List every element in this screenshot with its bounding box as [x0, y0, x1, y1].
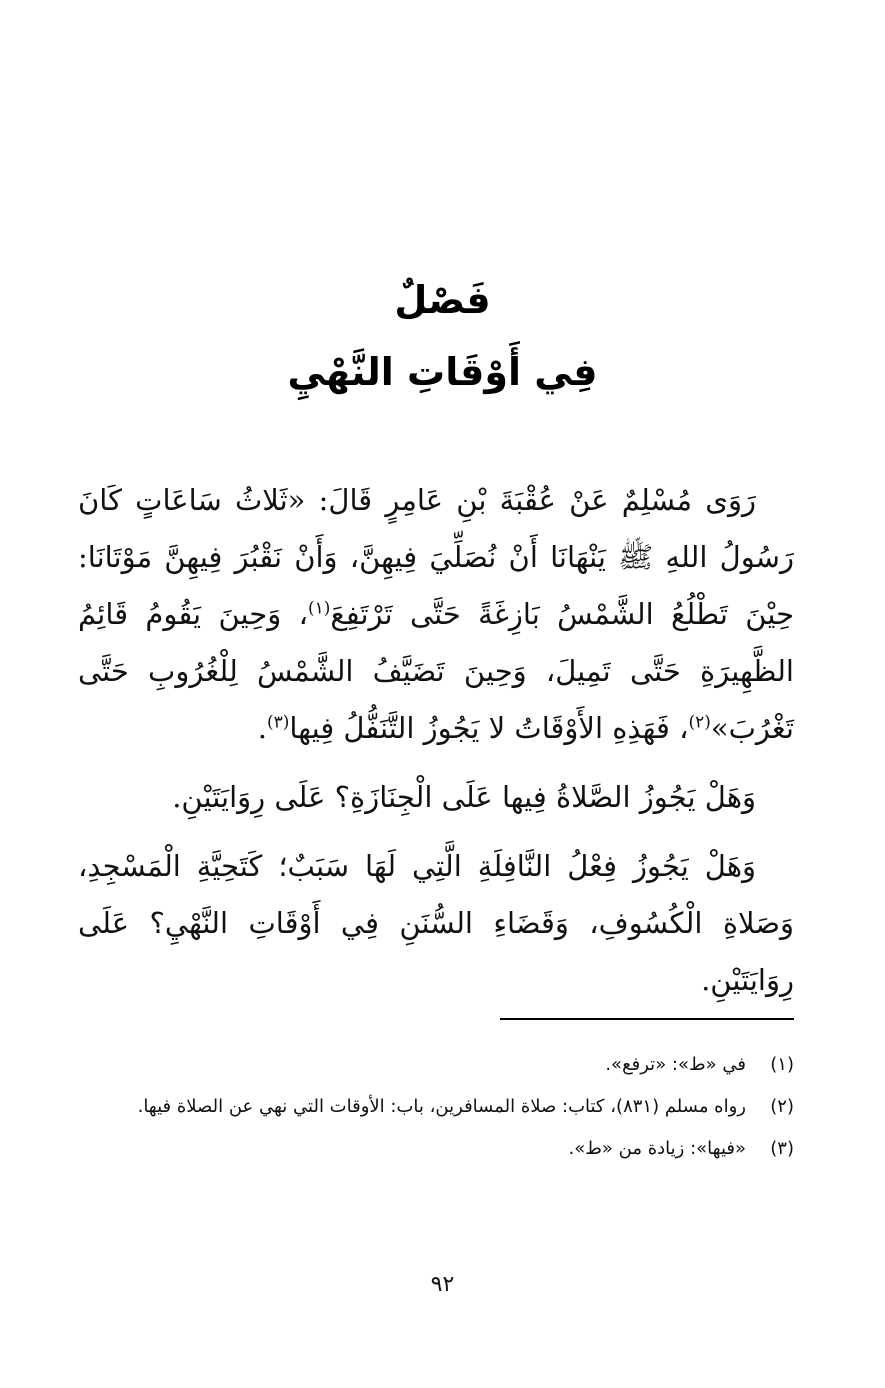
main-text [78, 472, 794, 1009]
footnote-ref-1: (١) [307, 598, 331, 619]
footnote-1 [78, 1048, 794, 1082]
paragraph-1-part-1: رَوَى مُسْلِمٌ عَنْ عُقْبَةَ بْنِ عَامِرٍ قَالَ: «ثَلاثُ سَاعَاتٍ كَانَ رَسُولُ اللهِ ﷺ يَنْهَانَا أَنْ نُصَلِّيَ فِيهِنَّ، وَأَنْ نَقْبُرَ فِيهِنَّ مَوْتَانَا: حِيْنَ تَطْلُعُ الشَّمْسُ بَازِغَةً حَتَّى تَرْتَفِعَ [78, 483, 794, 631]
footnote-separator [500, 1018, 794, 1020]
footnote-ref-2: (٢) [688, 712, 711, 733]
footnote-2 [78, 1090, 794, 1124]
paragraph-1-part-3: ، فَهَذِهِ الأَوْقَاتُ لا يَجُوزُ التَّنَفُّلُ فِيها [289, 711, 689, 745]
paragraph-1-part-4: . [257, 711, 267, 745]
paragraph-3: وَهَلْ يَجُوزُ فِعْلُ النَّافِلَةِ الَّتِي لَهَا سَبَبٌ؛ كَتَحِيَّةِ الْمَسْجِدِ، وَصَلاةِ الْكُسُوفِ، وَقَضَاءِ السُّنَنِ فِي أَوْقَاتِ النَّهْيِ؟ عَلَى رِوَايَتَيْنِ. [78, 849, 794, 997]
footnotes [78, 1048, 794, 1174]
section-title: فَصْلٌ [394, 278, 491, 322]
paragraph-1 [78, 472, 794, 757]
paragraph-1-part-2: ، وَحِينَ يَقُومُ قَائِمُ الظَّهِيرَةِ حَتَّى تَمِيلَ، وَحِينَ تَضَيَّفُ الشَّمْسُ لِلْغُرُوبِ حَتَّى تَغْرُبَ» [78, 597, 794, 745]
footnote-text: في «ط»: «ترفع». [605, 1054, 746, 1075]
footnote-text: «فيها»: زيادة من «ط». [568, 1138, 746, 1159]
footnote-text: رواه مسلم (٨٣١)، كتاب: صلاة المسافرين، باب: الأوقات التي نهي عن الصلاة فيها. [137, 1096, 746, 1117]
footnote-number: (١) [770, 1054, 794, 1075]
footnote-3 [78, 1132, 794, 1166]
page-number: ٩٢ [430, 1272, 455, 1297]
section-subtitle: فِي أَوْقَاتِ النَّهْيِ [287, 350, 598, 394]
paragraph-2: وَهَلْ يَجُوزُ الصَّلاةُ فِيها عَلَى الْجِنَازَةِ؟ عَلَى رِوَايَتَيْنِ. [172, 780, 756, 814]
footnote-number: (٣) [770, 1138, 794, 1159]
footnote-number: (٢) [770, 1096, 794, 1117]
footnote-ref-3: (٣) [266, 712, 290, 733]
